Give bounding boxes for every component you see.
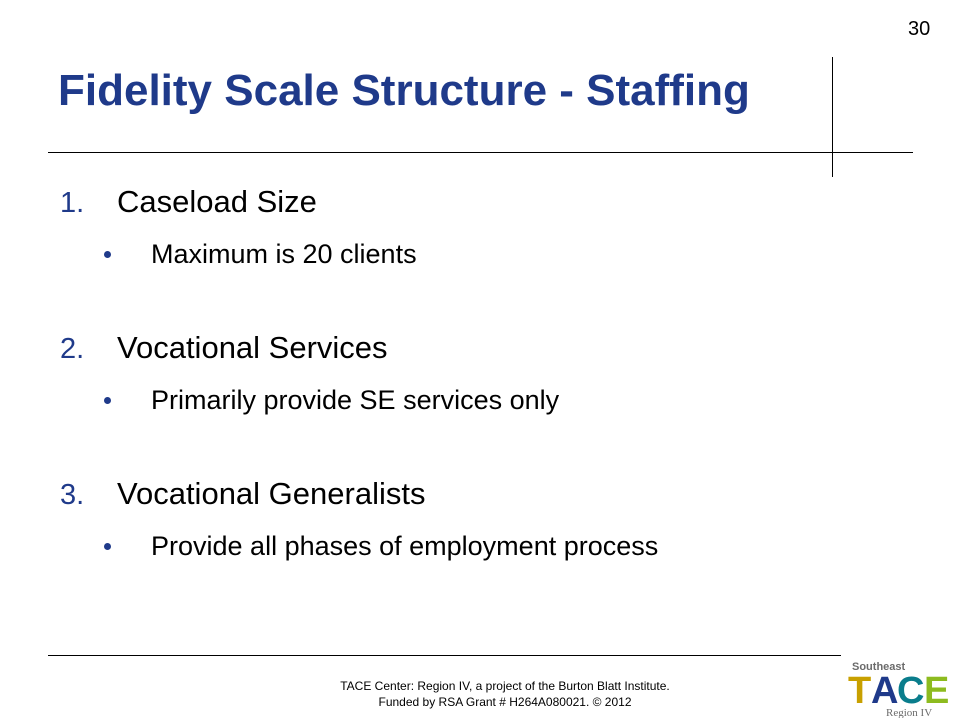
footer-line: TACE Center: Region IV, a project of the Burton Blatt Institute. [340, 679, 670, 693]
logo-bottom-text: Region IV [886, 707, 933, 718]
bullet-icon [104, 543, 111, 550]
footer-divider [48, 655, 841, 656]
logo-top-text: Southeast [852, 661, 906, 673]
list-item [60, 184, 820, 330]
item-number: 3. [60, 479, 85, 511]
slide-number: 30 [908, 18, 931, 40]
title-divider [48, 152, 913, 153]
logo-letter-e: E [924, 670, 950, 712]
logo-letter-a: A [871, 670, 899, 712]
bullet-icon [104, 397, 111, 404]
item-heading: Vocational Services [117, 330, 388, 365]
list-item [60, 476, 820, 622]
item-subpoint: Maximum is 20 clients [151, 239, 417, 269]
slide-title: Fidelity Scale Structure - Staffing [58, 66, 750, 115]
item-subpoint: Provide all phases of employment process [151, 531, 659, 561]
item-heading: Caseload Size [117, 184, 317, 219]
list-item [60, 330, 820, 476]
item-number: 2. [60, 333, 85, 365]
logo-letter-c: C [897, 670, 925, 712]
logo-letter-t: T [848, 670, 872, 712]
item-number: 1. [60, 187, 85, 219]
tace-logo [846, 660, 950, 718]
bullet-icon [104, 251, 111, 258]
staffing-list [60, 184, 820, 622]
item-subpoint: Primarily provide SE services only [151, 385, 560, 415]
footer-line: Funded by RSA Grant # H264A080021. © 2012 [378, 695, 632, 709]
footer-credit [300, 678, 710, 710]
vertical-divider [832, 57, 833, 177]
item-heading: Vocational Generalists [117, 476, 426, 511]
